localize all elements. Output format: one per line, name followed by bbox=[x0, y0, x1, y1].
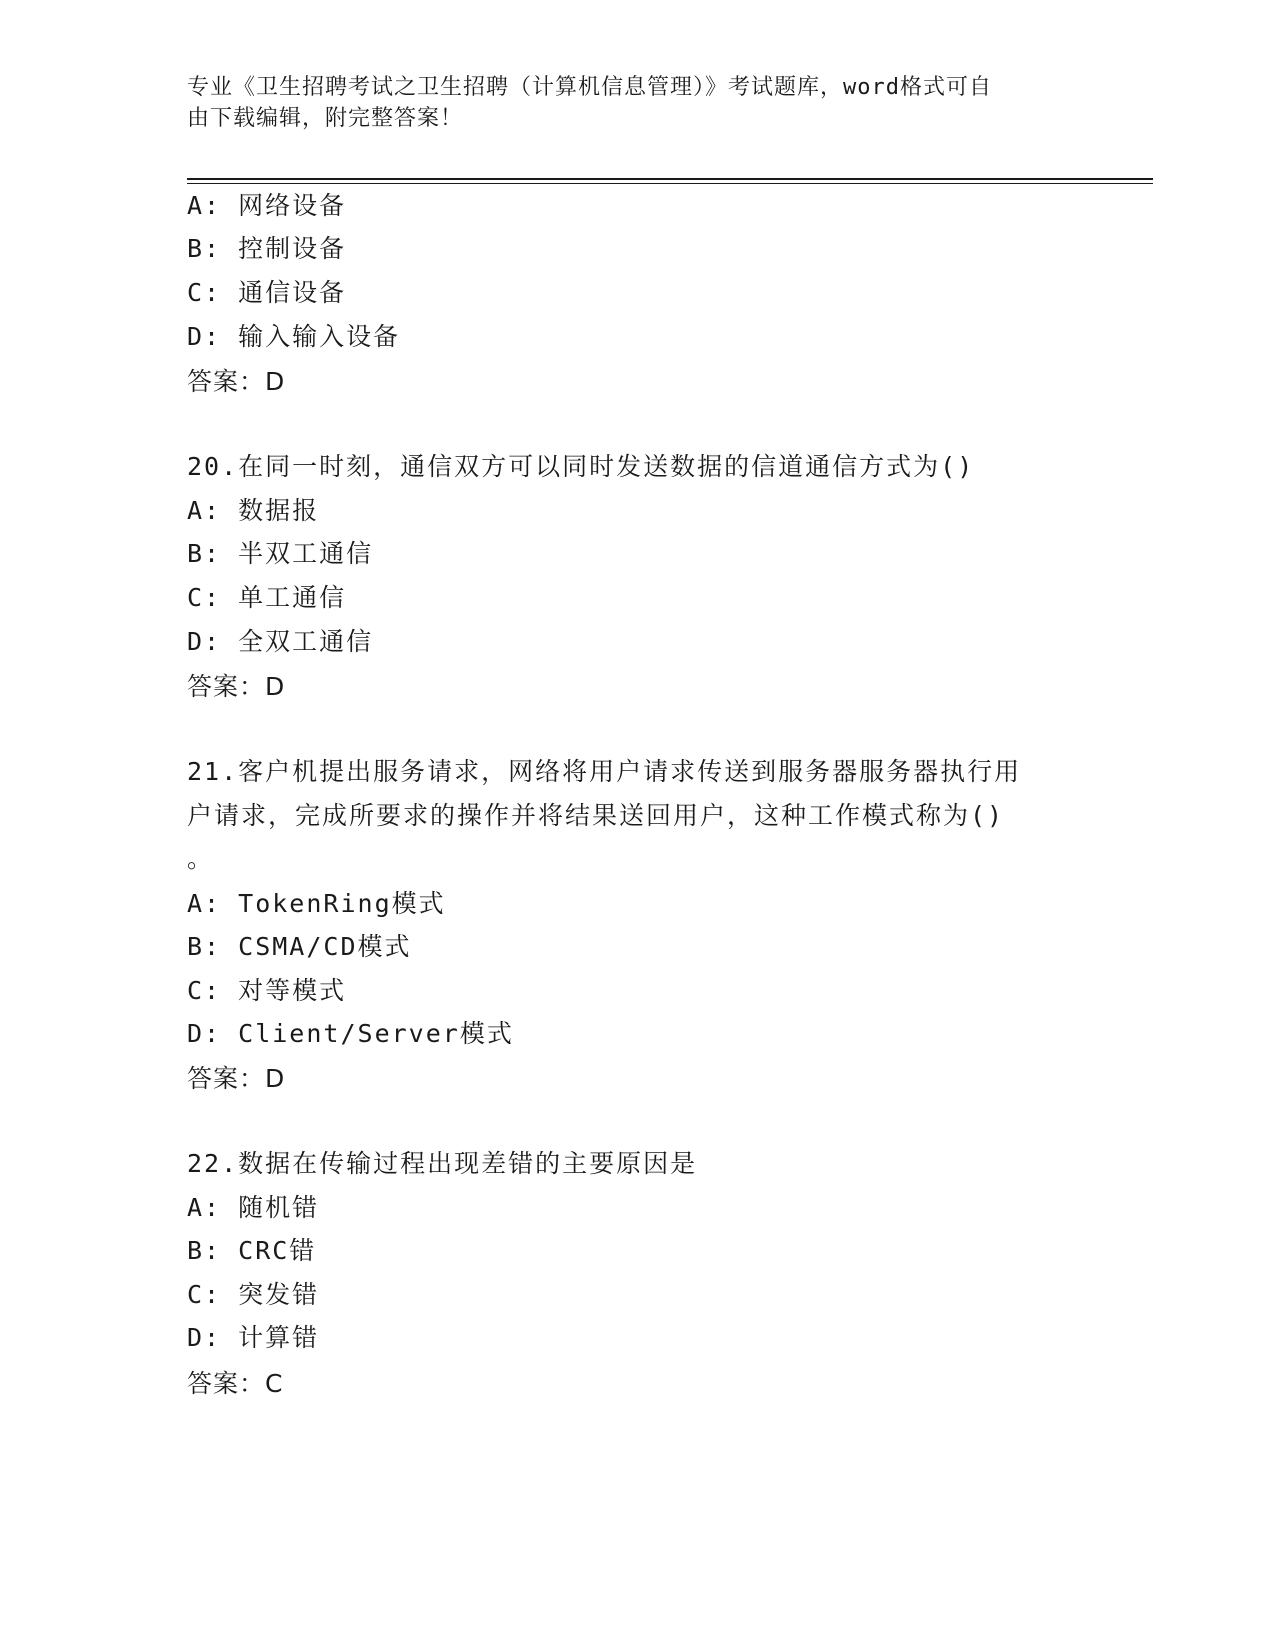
q22-option-d: D: 计算错 bbox=[187, 1323, 320, 1352]
q21-answer: 答案：D bbox=[187, 1064, 286, 1093]
header-divider-thick bbox=[187, 178, 1153, 180]
q22-answer: 答案：C bbox=[187, 1369, 284, 1398]
q22-option-b: B: CRC错 bbox=[187, 1236, 317, 1265]
q21-option-a: A: TokenRing模式 bbox=[187, 889, 446, 918]
q21-option-d: D: Client/Server模式 bbox=[187, 1019, 514, 1048]
q21-question-line-3: 。 bbox=[187, 844, 215, 873]
q20-option-c: C: 单工通信 bbox=[187, 583, 347, 612]
header-line-1: 专业《卫生招聘考试之卫生招聘（计算机信息管理）》考试题库，word格式可自 bbox=[187, 75, 992, 100]
q19-option-d: D: 输入输入设备 bbox=[187, 322, 401, 351]
q20-option-d: D: 全双工通信 bbox=[187, 627, 374, 656]
q22-option-a: A: 随机错 bbox=[187, 1193, 320, 1222]
q22-question: 22.数据在传输过程出现差错的主要原因是 bbox=[187, 1149, 698, 1178]
q19-option-b: B: 控制设备 bbox=[187, 234, 347, 263]
q21-option-b: B: CSMA/CD模式 bbox=[187, 932, 412, 961]
q19-answer: 答案：D bbox=[187, 367, 286, 396]
header-divider-thin bbox=[187, 183, 1153, 184]
header-line-2: 由下载编辑，附完整答案！ bbox=[187, 106, 464, 131]
q20-option-a: A: 数据报 bbox=[187, 496, 320, 525]
q22-option-c: C: 突发错 bbox=[187, 1280, 320, 1309]
q20-question: 20.在同一时刻，通信双方可以同时发送数据的信道通信方式为() bbox=[187, 452, 975, 481]
q19-option-a: A: 网络设备 bbox=[187, 191, 347, 220]
q21-option-c: C: 对等模式 bbox=[187, 976, 347, 1005]
document-header bbox=[187, 72, 1067, 134]
q21-question-line-2: 户请求，完成所要求的操作并将结果送回用户，这种工作模式称为() bbox=[187, 801, 1005, 830]
q21-question-line-1: 21.客户机提出服务请求，网络将用户请求传送到服务器服务器执行用 bbox=[187, 757, 1022, 786]
q19-option-c: C: 通信设备 bbox=[187, 278, 347, 307]
q20-answer: 答案：D bbox=[187, 672, 286, 701]
q20-option-b: B: 半双工通信 bbox=[187, 539, 374, 568]
